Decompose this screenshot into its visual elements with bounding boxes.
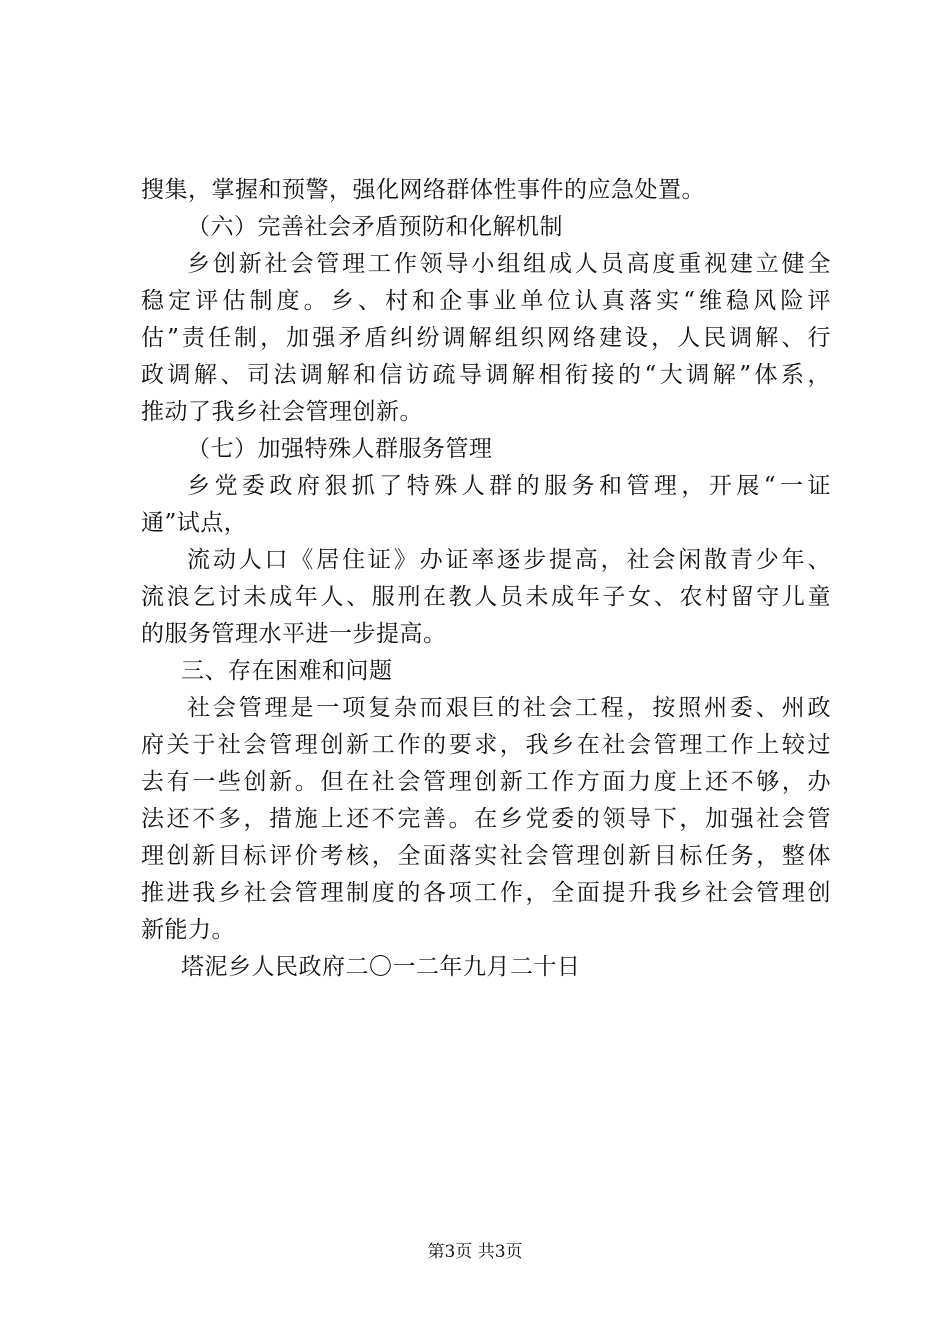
paragraph-line: 府关于社会管理创新工作的要求，我乡在社会管理工作上较过 — [141, 732, 831, 758]
paragraph-line: 搜集，掌握和预警，强化网络群体性事件的应急处置。 — [141, 177, 705, 203]
paragraph-line: 的服务管理水平进一步提高。 — [141, 621, 447, 647]
paragraph-line: 稳定评估制度。乡、村和企事业单位认真落实“维稳风险评 — [141, 288, 831, 314]
body-text — [141, 172, 831, 986]
paragraph-line: 新能力。 — [141, 917, 235, 943]
signature-date: 塔泥乡人民政府二〇一二年九月二十日 — [181, 954, 581, 980]
paragraph-line: 估”责任制，加强矛盾纠纷调解组织网络建设，人民调解、行 — [141, 325, 831, 351]
paragraph-line: 政调解、司法调解和信访疏导调解相衔接的“大调解”体系， — [141, 362, 831, 388]
paragraph-line: 去有一些创新。但在社会管理创新工作方面力度上还不够，办 — [141, 769, 831, 795]
paragraph-line: 流动人口《居住证》办证率逐步提高，社会闲散青少年、 — [187, 547, 831, 573]
paragraph-line: 法还不多，措施上还不完善。在乡党委的领导下，加强社会管 — [141, 806, 831, 832]
section-heading-3: 三、存在困难和问题 — [181, 658, 393, 684]
paragraph-line: 社会管理是一项复杂而艰巨的社会工程，按照州委、州政 — [187, 695, 831, 721]
paragraph-line: 通”试点， — [141, 510, 248, 536]
paragraph-line: 乡党委政府狠抓了特殊人群的服务和管理，开展“一证 — [187, 473, 831, 499]
page-number-footer: 第3页 共3页 — [427, 1242, 523, 1262]
paragraph-line: 流浪乞讨未成年人、服刑在教人员未成年子女、农村留守儿童 — [141, 584, 831, 610]
paragraph-line: 推动了我乡社会管理创新。 — [141, 399, 423, 425]
section-heading-7: （七）加强特殊人群服务管理 — [187, 436, 493, 462]
paragraph-line: 推进我乡社会管理制度的各项工作，全面提升我乡社会管理创 — [141, 880, 831, 906]
paragraph-line: 乡创新社会管理工作领导小组组成人员高度重视建立健全 — [187, 251, 831, 277]
section-heading-6: （六）完善社会矛盾预防和化解机制 — [187, 214, 563, 240]
paragraph-line: 理创新目标评价考核，全面落实社会管理创新目标任务，整体 — [141, 843, 831, 869]
